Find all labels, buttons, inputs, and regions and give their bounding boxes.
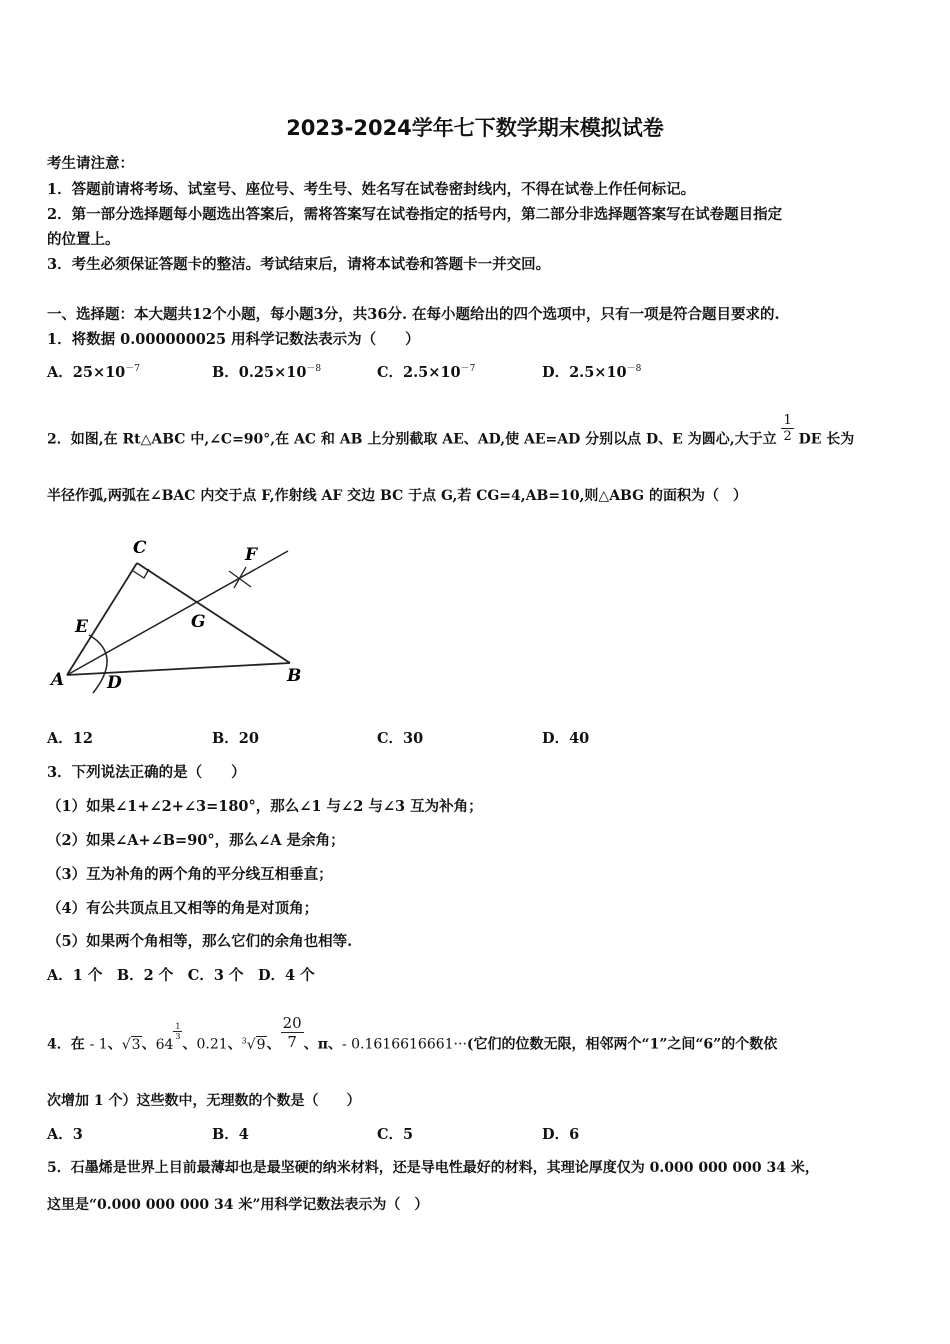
q1-option-a: A．$25\times 10^{-7}$ xyxy=(47,364,141,381)
arc-ed xyxy=(89,635,107,693)
q3-item: （1）如果∠1+∠2+∠3=180°，那么∠1 与∠2 与∠3 互为补角； xyxy=(47,798,483,815)
q2-option-b: B．20 xyxy=(212,730,259,747)
q2-option-c: C．30 xyxy=(377,730,424,747)
label-g: G xyxy=(191,612,206,632)
q2-stem: 2．如图,在 Rt△ABC 中,∠C=90°,在 AC 和 AB 上分别截取 AE、AD,使 AE=AD 分别以点 D、E 为圆心,大于立 $\frac{1}{2}$ DE 长为 xyxy=(47,413,855,448)
q2-option-a: A．12 xyxy=(47,730,93,747)
sqrt-3: √3 xyxy=(121,1036,141,1053)
triangle-figure xyxy=(45,535,305,695)
section-heading: 一、选择题：本大题共12个小题，每小题3分，共36分. 在每小题给出的四个选项中，只有一项是符合题目要求的. xyxy=(47,306,780,323)
q4-option-b: B．4 xyxy=(212,1126,249,1143)
notice-item: 3．考生必须保证答题卡的整洁。考试结束后，请将本试卷和答题卡一并交回。 xyxy=(47,256,551,273)
q1-option-b: B．$0.25\times 10^{-8}$ xyxy=(212,364,322,381)
segment-ab xyxy=(67,663,290,675)
half-fraction: $\frac{1}{2}$ xyxy=(783,413,792,444)
fraction-20-7: $\frac{20}{7}$ xyxy=(282,1014,302,1051)
label-e: E xyxy=(75,617,88,637)
q4-option-c: C．5 xyxy=(377,1126,414,1143)
page-title: 2023-2024学年七下数学期末模拟试卷 xyxy=(286,116,664,140)
q3-item: （3）互为补角的两个角的平分线互相垂直； xyxy=(47,866,333,883)
q1-stem: 1．将数据 0.000000025 用科学记数法表示为（ ） xyxy=(47,331,420,348)
power-64: 64 $\frac{1}{3}$ xyxy=(155,1022,181,1053)
q2-stem-line2: 半径作弧,两弧在∠BAC 内交于点 F,作射线 AF 交边 BC 于点 G,若 CG=4,AB=10,则△ABG 的面积为（ ） xyxy=(47,488,747,504)
q3-item: （2）如果∠A+∠B=90°，那么∠A 是余角； xyxy=(47,832,345,849)
notice-heading: 考生请注意： xyxy=(47,155,134,172)
q4-option-d: D．6 xyxy=(542,1126,580,1143)
right-angle-mark xyxy=(133,569,149,578)
segment-cb xyxy=(137,563,290,663)
notice-item: 的位置上。 xyxy=(47,231,120,248)
label-a: A xyxy=(51,670,65,690)
q1-option-d: D．$2.5\times 10^{-8}$ xyxy=(542,364,642,381)
notice-item: 1．答题前请将考场、试室号、座位号、考生号、姓名写在试卷密封线内，不得在试卷上作任何标记。 xyxy=(47,181,696,198)
q3-item: （5）如果两个角相等，那么它们的余角也相等. xyxy=(47,933,353,950)
q1-option-c: C．$2.5\times 10^{-7}$ xyxy=(377,364,476,381)
q3-options: A．1 个 B．2 个 C．3 个 D．4 个 xyxy=(47,967,315,984)
cube-root-9: $^3$√9 xyxy=(241,1035,266,1053)
q3-stem: 3．下列说法正确的是（ ） xyxy=(47,764,246,781)
ray-af xyxy=(67,551,288,675)
q4-option-a: A．3 xyxy=(47,1126,83,1143)
q4-stem-line2: 次增加 1 个）这些数中，无理数的个数是（ ） xyxy=(47,1093,361,1109)
q4-stem: 4．在 - 1、√3、64 $\frac{1}{3}$ 、0.21、$^3$√9、 $\frac{20}{7}$ 、π、- 0.1616616661···(它们的位数无限，相邻两个“1”之间“6”的个数依 xyxy=(47,1014,778,1053)
arc-mark xyxy=(234,567,246,588)
q2-option-d: D．40 xyxy=(542,730,590,747)
label-b: B xyxy=(287,666,302,686)
q5-stem: 5．石墨烯是世界上目前最薄却也是最坚硬的纳米材料，还是导电性最好的材料，其理论厚度仅为 0.000 000 000 34 米， xyxy=(47,1160,819,1176)
label-f: F xyxy=(245,545,258,565)
q3-item: （4）有公共顶点且又相等的角是对顶角； xyxy=(47,900,319,917)
q5-stem-line2: 这里是“0.000 000 000 34 米”用科学记数法表示为（ ） xyxy=(47,1197,429,1213)
label-d: D xyxy=(107,673,122,693)
repeating-decimal: 0.21 xyxy=(196,1036,228,1053)
notice-item: 2．第一部分选择题每小题选出答案后，需将答案写在试卷指定的括号内，第二部分非选择题答案写在试卷题目指定 xyxy=(47,206,783,223)
label-c: C xyxy=(133,538,147,558)
